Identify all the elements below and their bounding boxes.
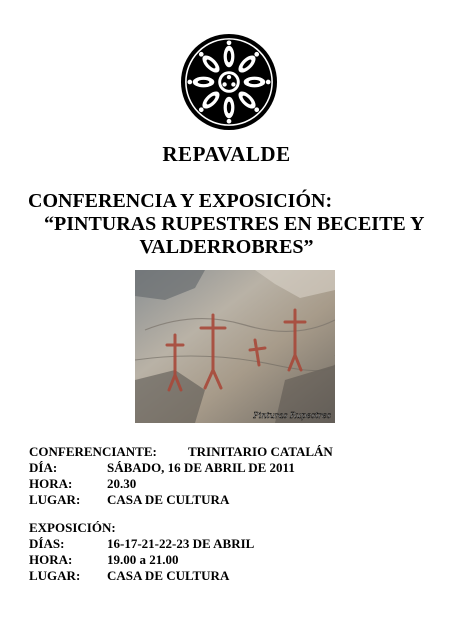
photo-caption: Pinturas Rupestres: [253, 411, 331, 420]
event-title-line-3: VALDERROBRES”: [139, 236, 314, 258]
place-label: LUGAR:: [29, 492, 81, 507]
speaker-value: TRINITARIO CATALÁN: [188, 444, 333, 459]
exhibition-place-value: CASA DE CULTURA: [107, 568, 230, 583]
exhibition-place-label: LUGAR:: [29, 568, 81, 583]
hour-value: 20.30: [107, 476, 137, 491]
event-title-line-2: “PINTURAS RUPESTRES EN BECEITE Y: [44, 213, 425, 235]
rose-window-logo: [180, 33, 278, 131]
organization-name: REPAVALDE: [162, 142, 291, 166]
exhibition-hour-value: 19.00 a 21.00: [107, 552, 179, 567]
exhibition-details: [0, 520, 453, 590]
day-label: DÍA:: [29, 460, 58, 475]
exhibition-days-label: DÍAS:: [29, 536, 65, 551]
rock-art-photo: [135, 270, 335, 423]
place-value: CASA DE CULTURA: [107, 492, 230, 507]
exhibition-heading: EXPOSICIÓN:: [29, 520, 116, 535]
speaker-label: CONFERENCIANTE:: [29, 444, 157, 459]
event-title-line-1: CONFERENCIA Y EXPOSICIÓN:: [28, 190, 333, 212]
day-value: SÁBADO, 16 DE ABRIL DE 2011: [107, 460, 295, 475]
exhibition-hour-label: HORA:: [29, 552, 73, 567]
hour-label: HORA:: [29, 476, 73, 491]
exhibition-days-value: 16-17-21-22-23 DE ABRIL: [107, 536, 255, 551]
conference-details: [0, 444, 453, 514]
